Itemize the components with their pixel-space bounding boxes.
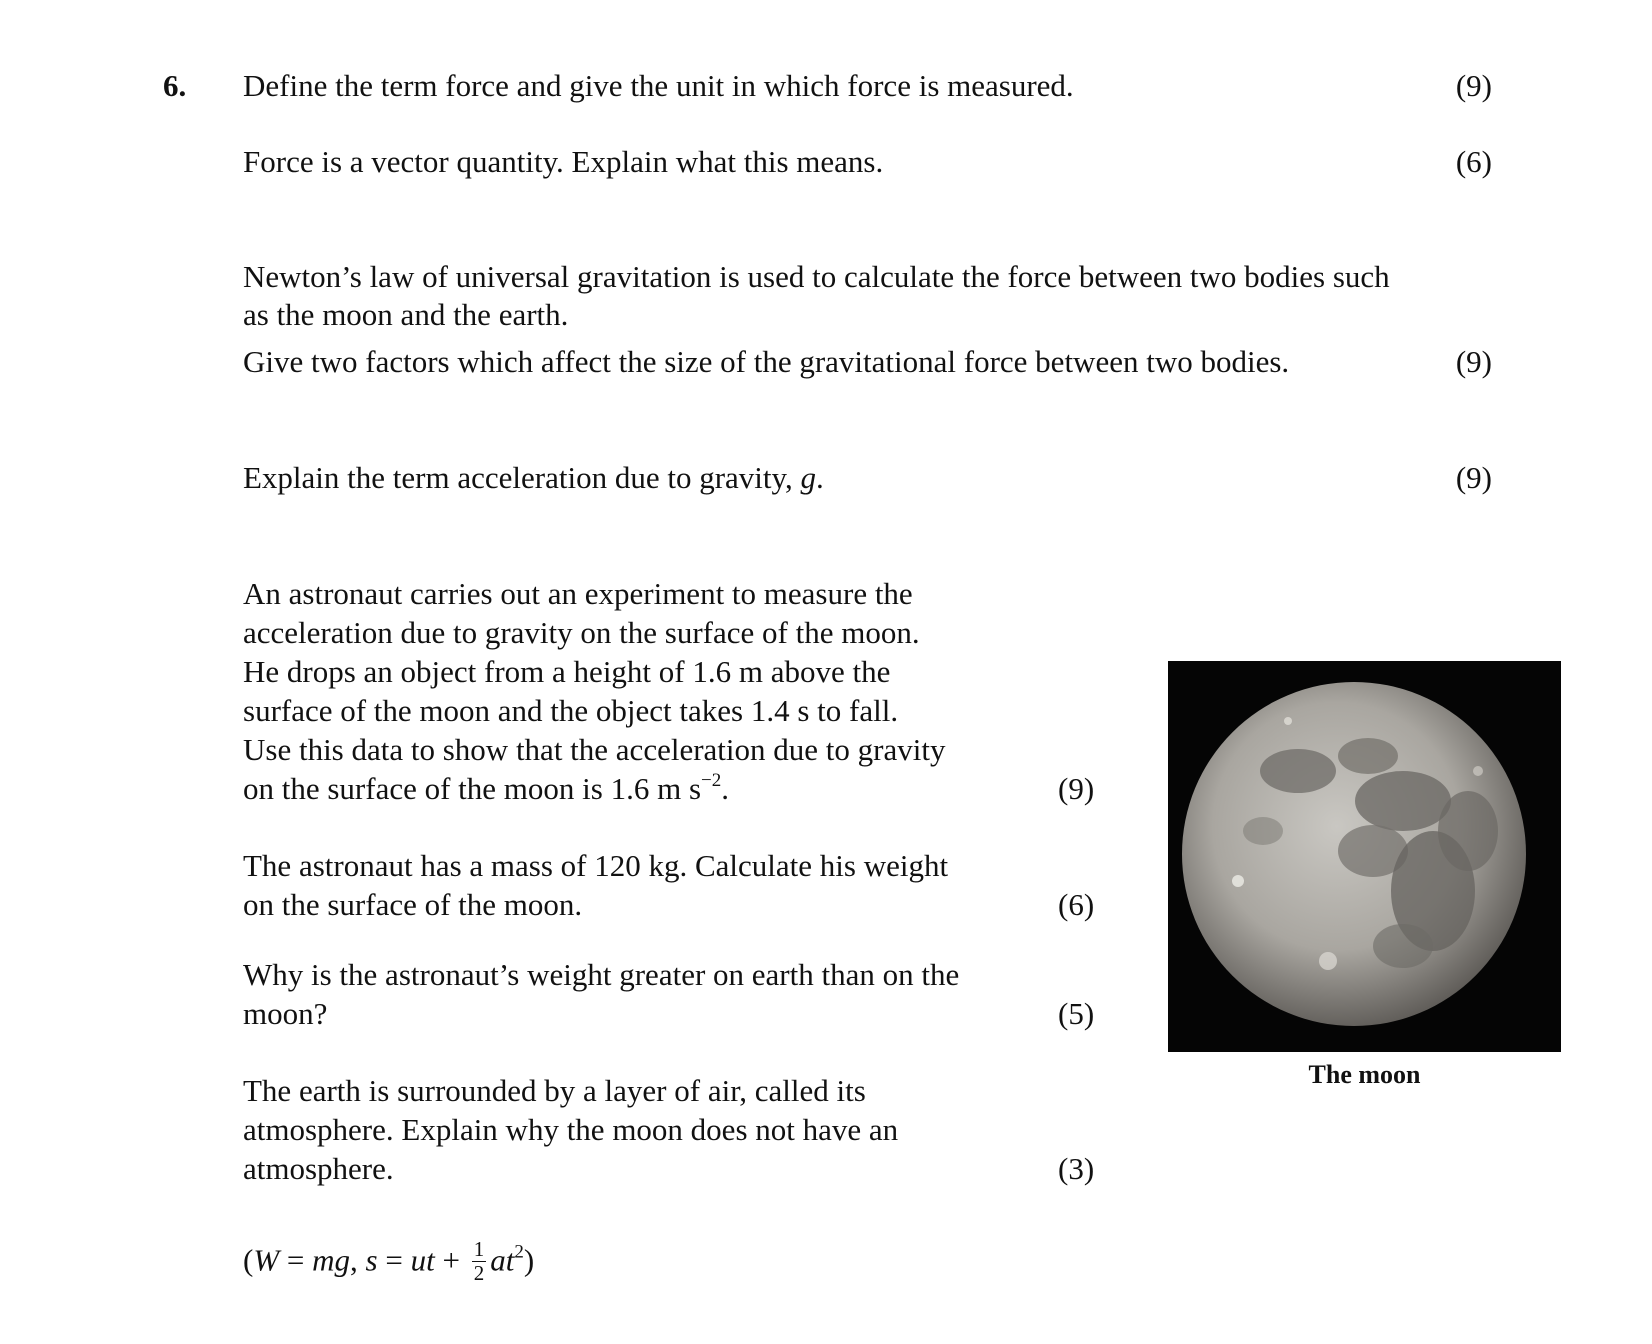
question-number: 6. xyxy=(163,68,187,103)
gravitation-intro-line-1: Newton’s law of universal gravitation is used to calculate the force between two bodies such xyxy=(243,259,1390,294)
text-line: The earth is surrounded by a layer of air, called its xyxy=(243,1073,866,1108)
question-astronaut-weight xyxy=(243,846,948,924)
marks-astronaut-experiment: (9) xyxy=(1058,771,1095,806)
question-acceleration-gravity: Explain the term acceleration due to gravity, g. xyxy=(243,460,824,495)
marks-gravitational-factors: (9) xyxy=(1455,344,1492,379)
text-line: He drops an object from a height of 1.6 m above the xyxy=(243,654,891,689)
text-line: Use this data to show that the acceleration due to gravity xyxy=(243,732,946,767)
formula-reference: (W = mg, s = ut + $\frac{1}{2}$ $at^2$) xyxy=(243,1237,535,1285)
text-line: moon? xyxy=(243,996,328,1031)
text-line: on the surface of the moon. xyxy=(243,887,583,922)
marks-atmosphere: (3) xyxy=(1058,1151,1095,1186)
text-line: The astronaut has a mass of 120 kg. Calculate his weight xyxy=(243,848,949,883)
text-line: atmosphere. Explain why the moon does not have an xyxy=(243,1112,899,1147)
question-vector-quantity: Force is a vector quantity. Explain what this means. xyxy=(243,144,884,179)
question-atmosphere xyxy=(243,1071,898,1188)
marks-vector-quantity: (6) xyxy=(1455,144,1492,179)
text-line: An astronaut carries out an experiment to measure the xyxy=(243,576,913,611)
text-line: surface of the moon and the object takes 1.4 s to fall. xyxy=(243,693,899,728)
marks-astronaut-weight: (6) xyxy=(1058,887,1095,922)
text-line: on the surface of the moon is 1.6 m $s^{-2}$. xyxy=(243,770,729,806)
question-astronaut-experiment xyxy=(243,574,945,808)
text-line: acceleration due to gravity on the surface of the moon. xyxy=(243,615,920,650)
fraction-half: $\frac{1}{2}$ xyxy=(473,1237,485,1285)
text-line: Why is the astronaut’s weight greater on earth than on the xyxy=(243,957,960,992)
marks-acceleration-gravity: (9) xyxy=(1455,460,1492,495)
marks-define-force: (9) xyxy=(1455,68,1492,103)
question-define-force: Define the term force and give the unit in which force is measured. xyxy=(243,68,1074,103)
text-line: atmosphere. xyxy=(243,1151,394,1186)
question-weight-comparison xyxy=(243,955,959,1033)
figure-caption: The moon xyxy=(1308,1060,1421,1089)
question-gravitational-factors: Give two factors which affect the size of the gravitational force between two bodies. xyxy=(243,344,1290,379)
symbol-g: g xyxy=(800,460,816,495)
moon-image xyxy=(1168,661,1561,1052)
gravitation-intro-line-2: as the moon and the earth. xyxy=(243,297,569,332)
marks-weight-comparison: (5) xyxy=(1058,996,1095,1031)
